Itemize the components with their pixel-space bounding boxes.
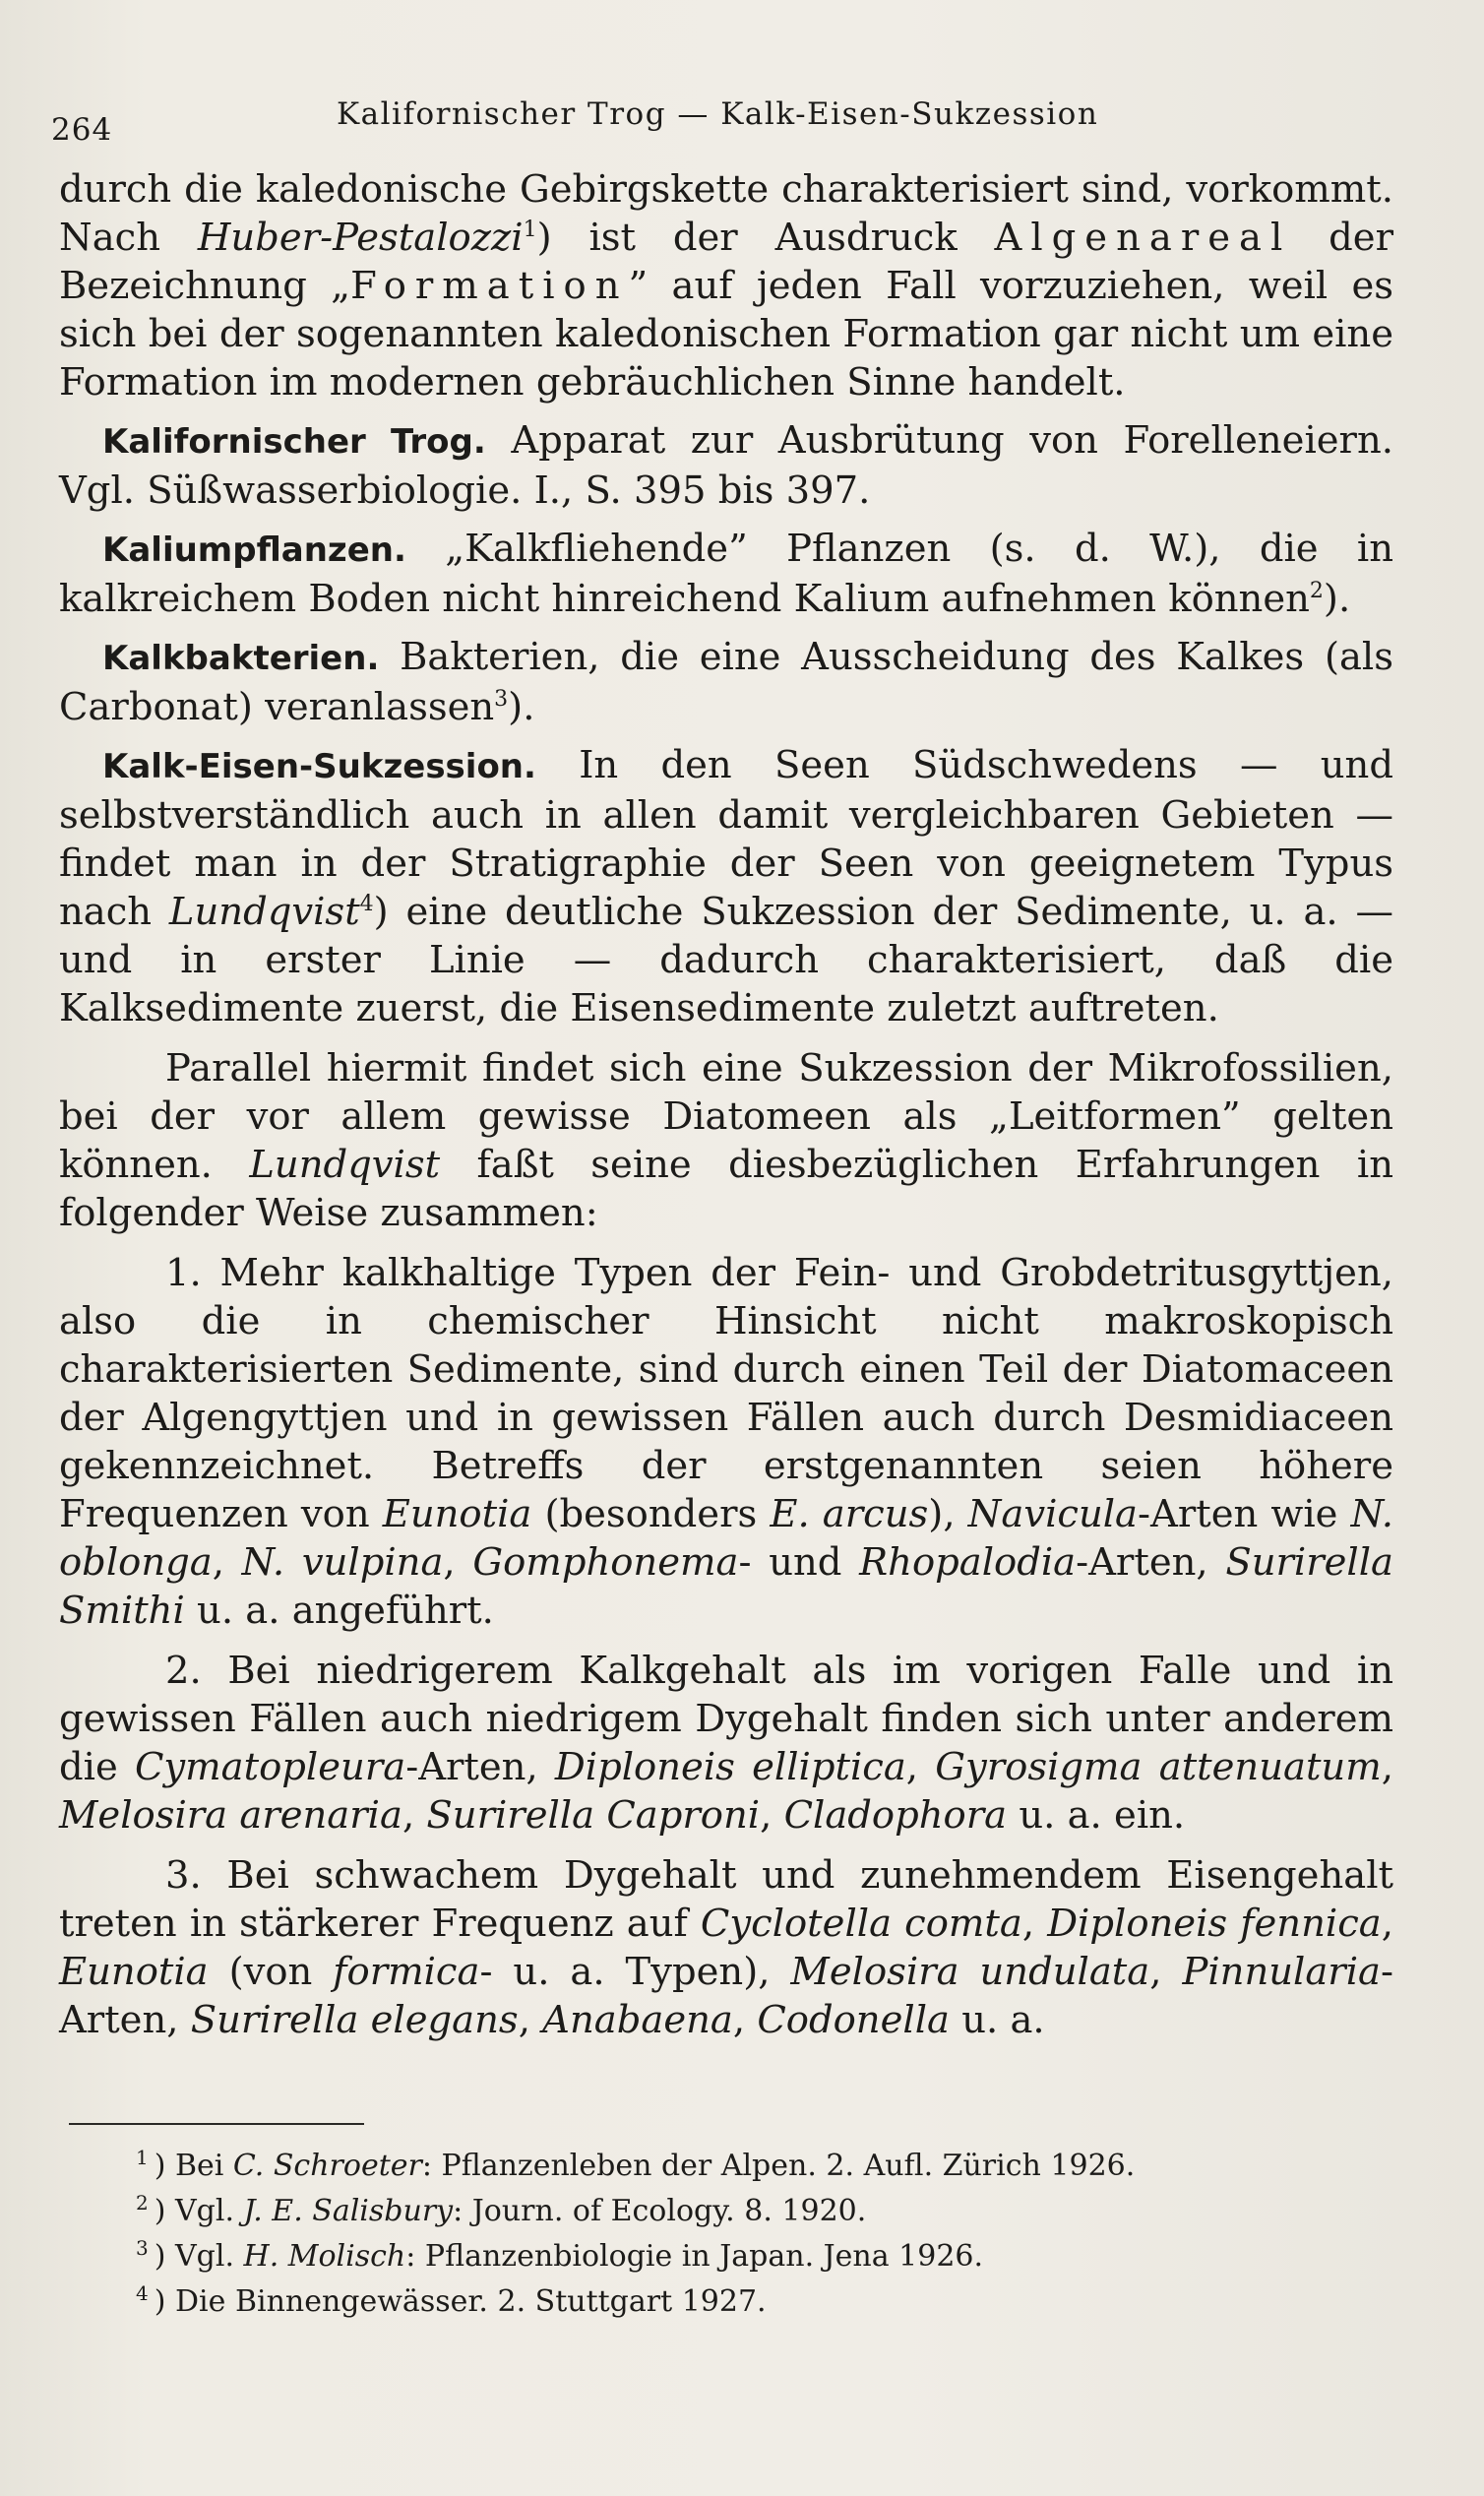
taxon: formica <box>333 1950 480 1994</box>
taxon: Pinnularia <box>1182 1950 1381 1994</box>
footnote-marker: 4 <box>136 2281 149 2305</box>
taxon: Cyclotella comta <box>700 1902 1022 1946</box>
footnote-ref: 4 <box>359 892 374 917</box>
paragraph-parallel: Parallel hiermit findet sich eine Sukzession der Mikrofossilien, bei der vor allem gewisse Diatomeen als „Leitformen” gelten können. Lundqvist faßt seine diesbezüglichen Erfahrungen in folgender Weise zusammen: <box>59 1046 1393 1235</box>
taxon: Eunotia <box>382 1492 532 1536</box>
footnote: $^3$ ) Vgl. H. Molisch: Pflanzenbiologie in Japan. Jena 1926. <box>136 2236 984 2274</box>
taxon: Melosira arenaria <box>59 1793 402 1838</box>
footnote-divider <box>69 2123 364 2125</box>
taxon: Surirella Caproni <box>426 1793 761 1838</box>
spaced-term: Formation <box>350 264 629 308</box>
running-header <box>51 91 1419 150</box>
taxon: Cladophora <box>783 1793 1008 1838</box>
entry-kalk-eisen-sukzession: Kalk-Eisen-Sukzession. In den Seen Südschwedens — und selbstverständlich auch in allen damit vergleichbaren Gebieten — findet man in der Stratigraphie der Seen von geeignetem Typus nach Lundqvist$^4$) eine deutliche Sukzession der Sedimente, u. a. — und in erster Linie — dadurch charakterisiert, daß die Kalksedimente zuerst, die Eisensedimente zuletzt auftreten. <box>59 743 1393 1030</box>
list-item-2: 2. Bei niedrigerem Kalkgehalt als im vorigen Falle und in gewissen Fällen auch niedrigem Dygehalt finden sich unter anderem die Cymatopleura-Arten, Diploneis elliptica, Gyrosigma attenuatum, Melosira arenaria, Surirella Caproni, Cladophora u. a. ein. <box>59 1649 1393 1838</box>
entry-headword: Kaliumpflanzen. <box>102 530 406 570</box>
main-text <box>59 165 1393 2044</box>
footnote: $^1$ ) Bei C. Schroeter: Pflanzenleben der Alpen. 2. Aufl. Zürich 1926. <box>136 2146 1136 2183</box>
author-name: Lundqvist <box>249 1143 441 1187</box>
taxon: Gyrosigma attenuatum <box>935 1745 1382 1789</box>
author-name: J. E. Salisbury <box>243 2194 454 2228</box>
footnote: $^2$ ) Vgl. J. E. Salisbury: Journ. of Ecology. 8. 1920. <box>136 2191 867 2228</box>
taxon: Codonella <box>757 1998 950 2042</box>
taxon: Diploneis fennica <box>1047 1902 1382 1946</box>
author-name: Huber-Pestalozzi <box>197 216 524 260</box>
taxon: Melosira undulata <box>790 1950 1150 1994</box>
footnote-ref: 3 <box>494 687 509 713</box>
entry-headword: Kalifornischer Trog. <box>102 422 486 462</box>
taxon: E. arcus <box>770 1492 929 1536</box>
entry-kalifornischer-trog: Kalifornischer Trog. Apparat zur Ausbrütung von Forelleneiern. Vgl. Süßwasserbiologie. I., S. 395 bis 397. <box>59 418 1393 513</box>
footnote-marker: 2 <box>136 2191 149 2215</box>
page-number: 264 <box>51 112 113 148</box>
taxon: Anabaena <box>542 1998 733 2042</box>
taxon: Cymatopleura <box>134 1745 406 1789</box>
taxon: Rhopalodia <box>859 1540 1077 1585</box>
taxon: Diploneis elliptica <box>554 1745 906 1789</box>
list-item-1: 1. Mehr kalkhaltige Typen der Fein- und Grobdetritusgyttjen, also die in chemischer Hinsicht nicht makroskopisch charakterisierten Sedimente, sind durch einen Teil der Diatomaceen der Algengyttjen und in gewissen Fällen auch durch Desmidiaceen gekennzeichnet. Betreffs der erstgenannten seien höhere Frequenzen von Eunotia (besonders E. arcus), Navicula-Arten wie N. oblonga, N. vulpina, Gomphonema- und Rhopalodia-Arten, Surirella Smithi u. a. angeführt. <box>59 1251 1394 1633</box>
footnote-ref: 2 <box>1309 579 1324 604</box>
list-item-3: 3. Bei schwachem Dygehalt und zunehmendem Eisengehalt treten in stärkerer Frequenz auf Cyclotella comta, Diploneis fennica, Eunotia (von formica- u. a. Typen), Melosira undulata, Pinnularia-Arten, Surirella elegans, Anabaena, Codonella u. a. <box>59 1853 1393 2042</box>
footnote-marker: 3 <box>136 2236 149 2260</box>
footnotes <box>59 2144 1338 2325</box>
taxon: N. oblonga <box>59 1492 1394 1585</box>
entry-kaliumpflanzen: Kaliumpflanzen. „Kalkfliehende” Pflanzen (s. d. W.), die in kalkreichem Boden nicht hinreichend Kalium aufnehmen können$^2$). <box>59 527 1393 621</box>
taxon: Eunotia <box>59 1950 209 1994</box>
taxon: Navicula <box>967 1492 1139 1536</box>
taxon: Surirella elegans <box>190 1998 519 2042</box>
author-name: H. Molisch <box>243 2239 406 2274</box>
entry-headword: Kalk-Eisen-Sukzession. <box>102 747 536 786</box>
running-title: Kalifornischer Trog — Kalk-Eisen-Sukzession <box>337 96 1099 132</box>
footnote: $^4$ ) Die Binnengewässer. 2. Stuttgart 1927. <box>136 2281 767 2319</box>
entry-headword: Kalkbakterien. <box>102 639 380 678</box>
footnote-ref: 1 <box>523 218 537 243</box>
footnote-marker: 1 <box>136 2146 149 2169</box>
author-name: C. Schroeter <box>232 2149 422 2183</box>
spaced-term: Algenareal <box>994 216 1292 260</box>
taxon: Gomphonema <box>472 1540 739 1585</box>
taxon: Surirella Smithi <box>59 1540 1393 1633</box>
author-name: Lundqvist <box>168 890 360 934</box>
entry-kalkbakterien: Kalkbakterien. Bakterien, die eine Ausscheidung des Kalkes (als Carbonat) veranlassen$^3$). <box>59 635 1393 729</box>
taxon: N. vulpina <box>241 1540 444 1585</box>
paragraph-continuation: durch die kaledonische Gebirgskette charakterisiert sind, vorkommt. Nach Huber-Pestalozzi$^1$) ist der Ausdruck Algenareal der Bezeichnung „Formation” auf jeden Fall vorzuziehen, weil es sich bei der sogenannten kaledonischen Formation gar nicht um eine Formation im modernen gebräuchlichen Sinne handelt. <box>59 167 1393 405</box>
